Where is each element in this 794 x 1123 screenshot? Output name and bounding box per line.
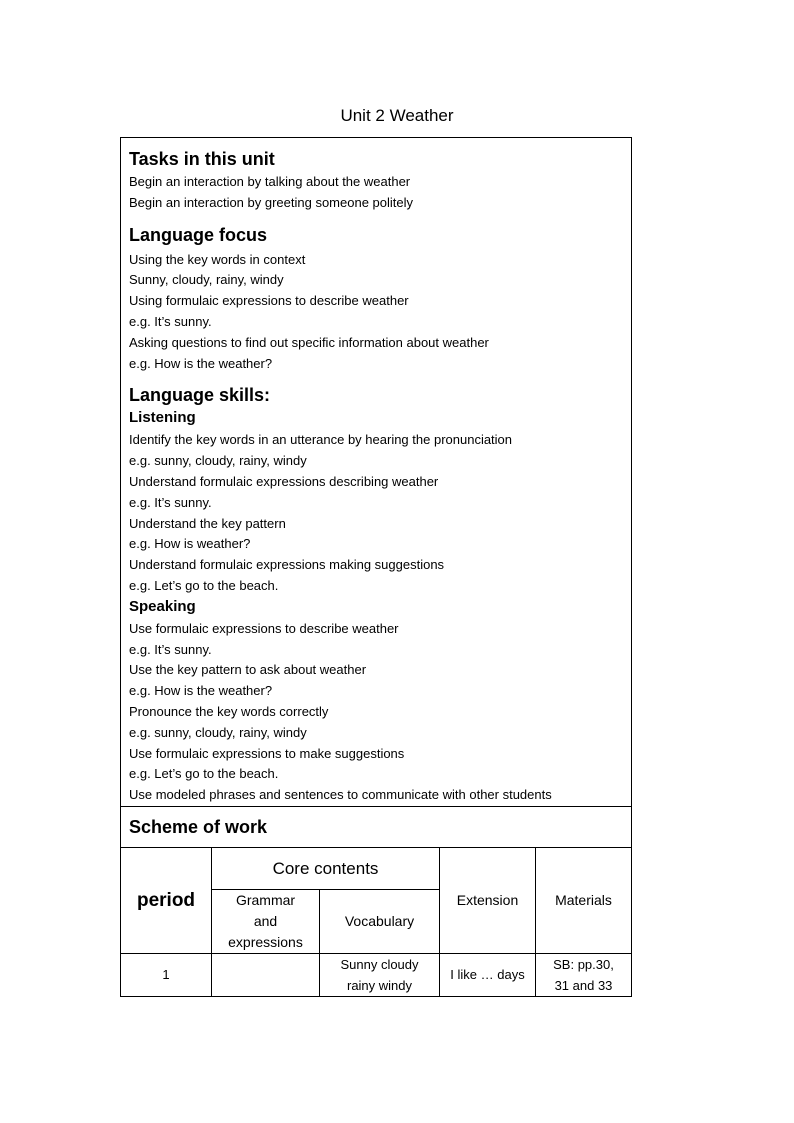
cell-period: 1: [121, 953, 212, 996]
listening-line: e.g. It’s sunny.: [129, 494, 212, 510]
language-focus-line: Sunny, cloudy, rainy, windy: [129, 272, 284, 288]
speaking-line: e.g. How is the weather?: [129, 683, 273, 699]
listening-line: Understand formulaic expressions making suggestions: [129, 557, 445, 573]
cell-grammar: [212, 953, 320, 996]
listening-heading: Listening: [129, 409, 196, 427]
cell-extension: I like … days: [440, 953, 536, 996]
cell-materials: SB: pp.30, 31 and 33: [536, 953, 632, 996]
language-focus-line: Using formulaic expressions to describe weather: [129, 293, 409, 309]
listening-line: Understand formulaic expressions describing weather: [129, 473, 439, 489]
unit-plan-box: [120, 137, 632, 997]
header-vocabulary: Vocabulary: [320, 889, 440, 953]
page-title: Unit 2 Weather: [340, 106, 454, 125]
table-row: [121, 953, 632, 996]
listening-line: e.g. sunny, cloudy, rainy, windy: [129, 453, 307, 469]
speaking-line: e.g. It’s sunny.: [129, 641, 212, 657]
language-focus-heading: Language focus: [129, 224, 268, 245]
header-core-contents: Core contents: [212, 847, 440, 889]
speaking-line: e.g. Let’s go to the beach.: [129, 766, 279, 782]
scheme-heading: Scheme of work: [129, 816, 268, 837]
tasks-line: Begin an interaction by talking about the weather: [129, 174, 411, 189]
speaking-line: Use formulaic expressions to describe weather: [129, 620, 399, 636]
tasks-section: [121, 138, 631, 214]
language-focus-line: e.g. It’s sunny.: [129, 313, 212, 329]
speaking-line: Use formulaic expressions to make suggestions: [129, 745, 405, 761]
tasks-line: Begin an interaction by greeting someone politely: [129, 194, 414, 210]
scheme-section: [121, 806, 631, 847]
scheme-table: [120, 847, 632, 997]
speaking-line: Use modeled phrases and sentences to communicate with other students: [129, 787, 552, 803]
speaking-line: Pronounce the key words correctly: [129, 703, 329, 719]
language-skills-heading: Language skills:: [129, 385, 271, 406]
speaking-heading: Speaking: [129, 597, 196, 615]
language-focus-line: Asking questions to find out specific information about weather: [129, 334, 489, 350]
language-focus-line: e.g. How is the weather?: [129, 355, 273, 371]
listening-line: e.g. Let’s go to the beach.: [129, 577, 279, 593]
listening-line: e.g. How is weather?: [129, 536, 251, 552]
language-skills-section: [121, 374, 631, 806]
cell-vocabulary: Sunny cloudy rainy windy: [320, 953, 440, 996]
speaking-line: e.g. sunny, cloudy, rainy, windy: [129, 724, 307, 740]
listening-line: Identify the key words in an utterance by hearing the pronunciation: [129, 432, 513, 448]
header-materials: Materials: [536, 847, 632, 953]
language-focus-section: [121, 214, 631, 375]
header-extension: Extension: [440, 847, 536, 953]
listening-line: Understand the key pattern: [129, 515, 286, 531]
tasks-heading: Tasks in this unit: [129, 149, 275, 169]
speaking-line: Use the key pattern to ask about weather: [129, 662, 367, 678]
language-focus-line: Using the key words in context: [129, 251, 306, 267]
header-period: period: [121, 847, 212, 953]
header-grammar: Grammar and expressions: [212, 889, 320, 953]
